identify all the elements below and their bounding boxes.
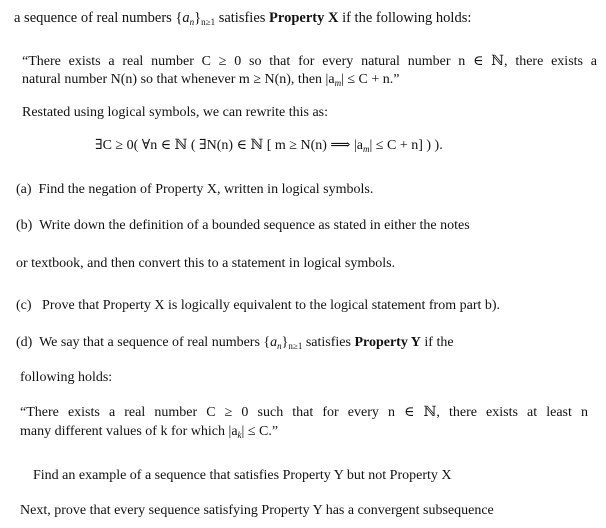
- part-label: (d): [16, 335, 33, 350]
- math-sub: n: [277, 341, 282, 351]
- math-sub: m: [363, 144, 370, 154]
- quote-y-line2: [20, 423, 278, 441]
- property-x-term: Property X: [269, 10, 339, 26]
- part-text: Find the negation of Property X, written in logical symbols.: [38, 182, 374, 197]
- part-a: [16, 181, 373, 199]
- quote-text: | ≤ C + n.”: [341, 72, 400, 87]
- next-prove-text: Next, prove that every sequence satisfying Property Y has a convergent subsequence: [20, 503, 494, 518]
- brace: }: [194, 10, 202, 26]
- quote-text: natural number N(n) so that whenever m ≥ N(n), then |a: [22, 72, 335, 87]
- math-a: a: [182, 10, 190, 26]
- math-sub: k: [237, 430, 242, 440]
- math-sub: n: [189, 17, 195, 27]
- part-label: (c): [16, 298, 32, 313]
- part-b-cont: or textbook, and then convert this to a statement in logical symbols.: [16, 256, 396, 271]
- formula-text: ∃C ≥ 0( ∀n ∈ ℕ ( ∃N(n) ∈ ℕ [ m ≥ N(n) ⟹ |a: [95, 138, 363, 153]
- part-c: [16, 297, 500, 315]
- part-d: [16, 334, 454, 352]
- intro-text: satisfies: [215, 10, 270, 26]
- math-a: a: [270, 335, 278, 350]
- part-label: (a): [16, 182, 32, 197]
- property-y-term: Property Y: [354, 335, 421, 350]
- part-text: We say that a sequence of real numbers {: [39, 335, 271, 350]
- find-example-text: Find an example of a sequence that satisfies Property Y but not Property X: [33, 468, 452, 483]
- part-text: Write down the definition of a bounded sequence as stated in either the notes: [39, 218, 470, 233]
- intro-text: if the following holds:: [338, 10, 472, 26]
- formula: [95, 137, 443, 155]
- math-sub: n≥1: [288, 341, 303, 351]
- quote-y-line1: “There exists a real number C ≥ 0 such that for every n ∈ ℕ, there exists at least n: [20, 405, 588, 420]
- part-text: if the: [420, 335, 454, 350]
- quote-x-line1: “There exists a real number C ≥ 0 so that for every natural number n ∈ ℕ, there exists a: [22, 54, 597, 69]
- math-sub: n≥1: [201, 17, 216, 27]
- intro-line: [14, 9, 471, 27]
- brace: }: [281, 335, 289, 350]
- formula-text: | ≤ C + n] ) ).: [369, 138, 443, 153]
- part-text: satisfies: [302, 335, 355, 350]
- part-d-cont: following holds:: [20, 370, 113, 385]
- restated-text: Restated using logical symbols, we can rewrite this as:: [22, 105, 328, 120]
- part-label: (b): [16, 218, 33, 233]
- quote-text: many different values of k for which |a: [20, 424, 238, 439]
- math-sub: m: [334, 78, 342, 88]
- part-text: Prove that Property X is logically equivalent to the logical statement from part b).: [42, 298, 501, 313]
- quote-text: | ≤ C.”: [241, 424, 279, 439]
- intro-text: a sequence of real numbers {: [14, 10, 183, 26]
- part-b: [16, 217, 470, 235]
- quote-x-line2: [22, 71, 400, 89]
